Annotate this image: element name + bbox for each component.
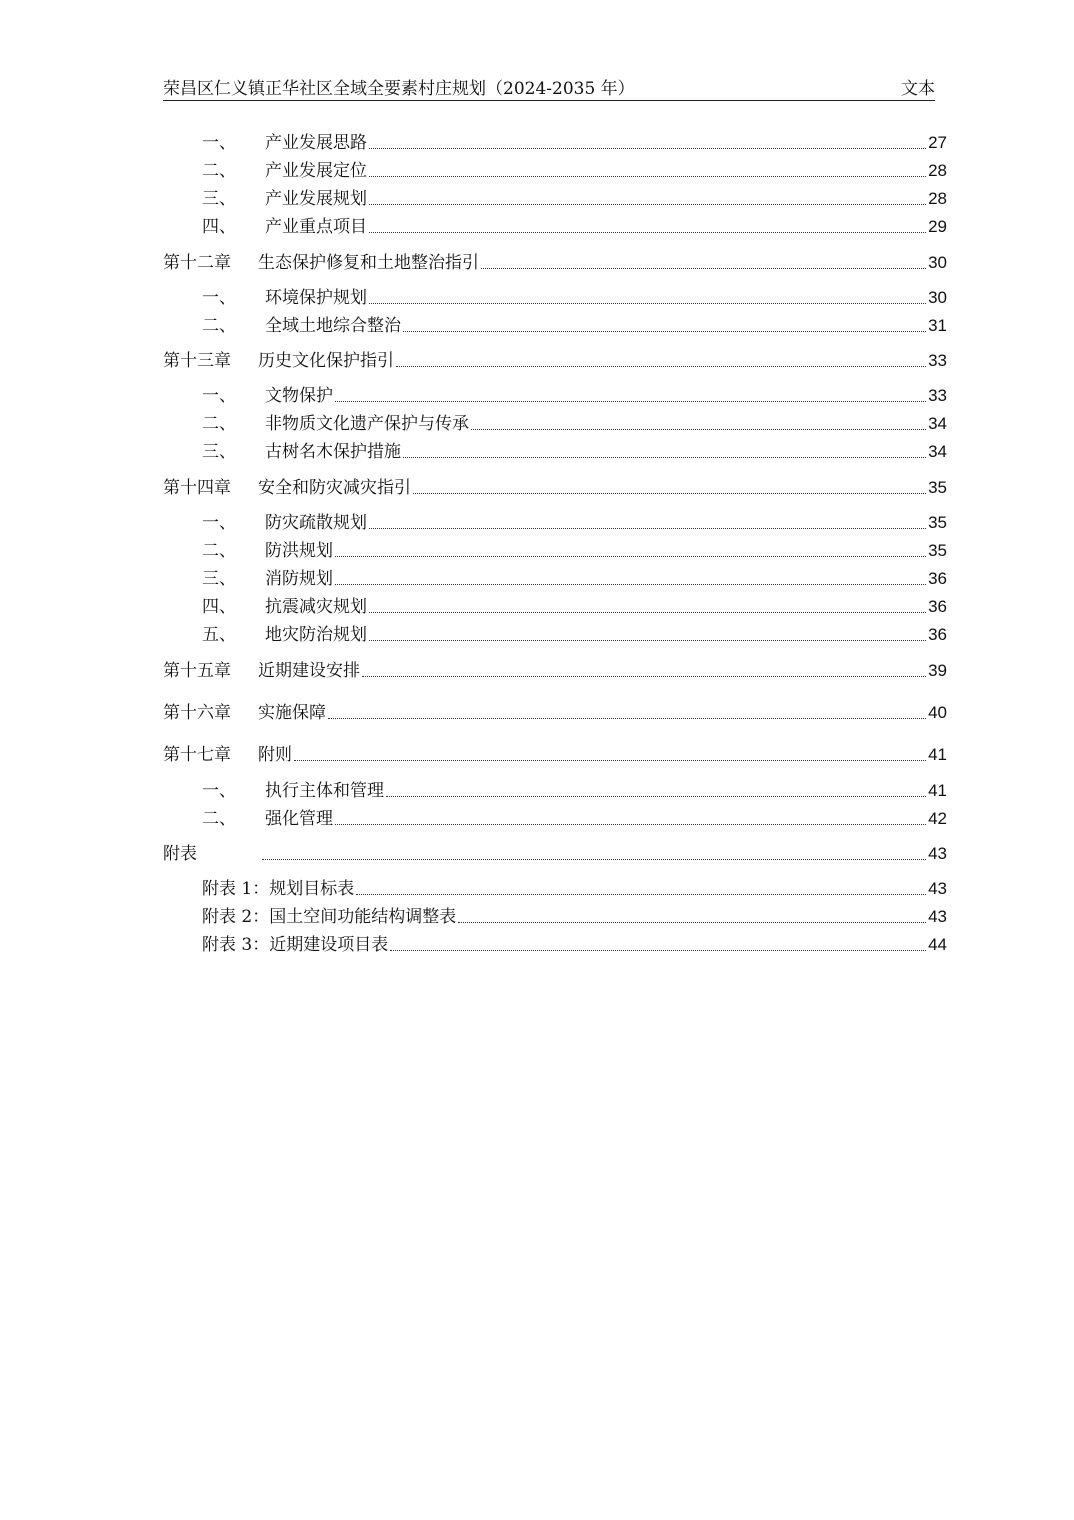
toc-entry-number: 第十七章 xyxy=(163,745,231,765)
toc-leader-dots xyxy=(471,428,926,430)
toc-leader-dots xyxy=(369,203,926,205)
toc-entry-page: 33 xyxy=(928,351,947,370)
toc-entry-page: 40 xyxy=(928,703,947,722)
toc-entry-number: 一、 xyxy=(202,781,236,801)
toc-entry-page: 36 xyxy=(928,597,947,616)
toc-chapter-entry[interactable] xyxy=(163,251,947,275)
page-header xyxy=(163,78,935,101)
toc-leader-dots xyxy=(369,527,926,529)
toc-leader-dots xyxy=(458,921,926,923)
toc-leader-dots xyxy=(386,795,926,797)
toc-entry-title: 全域土地综合整治 xyxy=(265,316,401,336)
toc-entry-number: 第十三章 xyxy=(163,351,231,371)
toc-entry-number: 附表 xyxy=(163,844,197,864)
toc-entry-title: 附表 2：国土空间功能结构调整表 xyxy=(202,907,457,927)
toc-entry-number: 一、 xyxy=(202,133,236,153)
toc-entry[interactable] xyxy=(202,384,947,408)
toc-leader-dots xyxy=(369,147,926,149)
toc-entry-page: 35 xyxy=(928,541,947,560)
toc-entry-number: 第十四章 xyxy=(163,478,231,498)
toc-entry-number: 二、 xyxy=(202,809,236,829)
toc-entry-title: 附则 xyxy=(258,745,292,765)
toc-leader-dots xyxy=(369,231,926,233)
toc-entry[interactable] xyxy=(202,623,947,647)
toc-chapter-entry[interactable] xyxy=(163,659,947,683)
toc-entry-title: 附表 3：近期建设项目表 xyxy=(202,935,389,955)
toc-leader-dots xyxy=(369,302,926,304)
toc-entry-title: 抗震减灾规划 xyxy=(265,597,367,617)
toc-entry[interactable] xyxy=(202,539,947,563)
toc-entry-title: 产业发展定位 xyxy=(265,161,367,181)
toc-entry-title: 地灾防治规划 xyxy=(265,625,367,645)
toc-leader-dots xyxy=(396,365,926,367)
toc-entry-page: 35 xyxy=(928,478,947,497)
toc-entry-title: 古树名木保护措施 xyxy=(265,442,401,462)
toc-entry-title: 附表 1：规划目标表 xyxy=(202,879,355,899)
toc-entry-number: 二、 xyxy=(202,161,236,181)
toc-entry-page: 30 xyxy=(928,288,947,307)
toc-entry-title: 防洪规划 xyxy=(265,541,333,561)
toc-leader-dots xyxy=(335,583,926,585)
toc-leader-dots xyxy=(356,893,926,895)
toc-leader-dots xyxy=(335,823,926,825)
toc-entry-number: 第十二章 xyxy=(163,253,231,273)
toc-entry[interactable] xyxy=(202,159,947,183)
toc-leader-dots xyxy=(362,675,926,677)
toc-entry-title: 防灾疏散规划 xyxy=(265,513,367,533)
toc-entry-number: 二、 xyxy=(202,316,236,336)
toc-leader-dots xyxy=(413,492,926,494)
toc-entry-number: 第十六章 xyxy=(163,703,231,723)
toc-entry[interactable] xyxy=(202,412,947,436)
toc-entry-number: 五、 xyxy=(202,625,236,645)
document-title: 荣昌区仁义镇正华社区全域全要素村庄规划（2024-2035 年） xyxy=(163,79,635,99)
toc-entry[interactable] xyxy=(202,286,947,310)
toc-entry-number: 一、 xyxy=(202,288,236,308)
toc-leader-dots xyxy=(335,555,926,557)
toc-leader-dots xyxy=(403,330,926,332)
toc-entry-page: 36 xyxy=(928,569,947,588)
toc-entry-page: 36 xyxy=(928,625,947,644)
document-type-label: 文本 xyxy=(901,79,935,99)
toc-entry-title: 强化管理 xyxy=(265,809,333,829)
toc-entry[interactable] xyxy=(202,877,947,901)
toc-entry-page: 34 xyxy=(928,414,947,433)
toc-entry[interactable] xyxy=(202,215,947,239)
toc-entry-page: 29 xyxy=(928,217,947,236)
toc-entry-page: 31 xyxy=(928,316,947,335)
toc-entry-number: 二、 xyxy=(202,541,236,561)
toc-leader-dots xyxy=(403,456,926,458)
toc-entry-title: 生态保护修复和土地整治指引 xyxy=(258,253,479,273)
toc-entry-page: 43 xyxy=(928,879,947,898)
toc-entry[interactable] xyxy=(202,187,947,211)
toc-entry[interactable] xyxy=(202,511,947,535)
toc-entry[interactable] xyxy=(202,567,947,591)
toc-entry-title: 文物保护 xyxy=(265,386,333,406)
toc-entry-page: 30 xyxy=(928,253,947,272)
toc-entry-number: 一、 xyxy=(202,513,236,533)
toc-entry[interactable] xyxy=(202,779,947,803)
toc-entry-number: 三、 xyxy=(202,442,236,462)
toc-entry[interactable] xyxy=(202,314,947,338)
toc-leader-dots xyxy=(369,639,926,641)
toc-entry-page: 28 xyxy=(928,189,947,208)
toc-entry[interactable] xyxy=(202,440,947,464)
toc-entry-title: 产业发展思路 xyxy=(265,133,367,153)
toc-entry[interactable] xyxy=(202,933,947,957)
toc-entry-number: 一、 xyxy=(202,386,236,406)
toc-chapter-entry[interactable] xyxy=(163,349,947,373)
toc-entry-number: 二、 xyxy=(202,414,236,434)
toc-leader-dots xyxy=(335,400,926,402)
toc-chapter-entry[interactable] xyxy=(163,743,947,767)
toc-entry-title: 环境保护规划 xyxy=(265,288,367,308)
toc-leader-dots xyxy=(369,175,926,177)
toc-entry-page: 44 xyxy=(928,935,947,954)
toc-entry-page: 43 xyxy=(928,844,947,863)
toc-chapter-entry[interactable] xyxy=(163,476,947,500)
toc-leader-dots xyxy=(390,949,926,951)
toc-entry-title: 消防规划 xyxy=(265,569,333,589)
toc-appendix-entry[interactable] xyxy=(163,842,947,866)
toc-entry-title: 非物质文化遗产保护与传承 xyxy=(265,414,469,434)
toc-entry-page: 39 xyxy=(928,661,947,680)
toc-entry-page: 43 xyxy=(928,907,947,926)
toc-entry-number: 第十五章 xyxy=(163,661,231,681)
toc-entry-page: 27 xyxy=(928,133,947,152)
toc-entry-title: 实施保障 xyxy=(258,703,326,723)
toc-entry-title: 历史文化保护指引 xyxy=(258,351,394,371)
toc-entry-title: 安全和防灾减灾指引 xyxy=(258,478,411,498)
toc-entry-title: 产业发展规划 xyxy=(265,189,367,209)
toc-entry[interactable] xyxy=(202,905,947,929)
toc-leader-dots xyxy=(294,759,926,761)
toc-entry-title: 产业重点项目 xyxy=(265,217,367,237)
toc-entry-title: 近期建设安排 xyxy=(258,661,360,681)
toc-entry-page: 34 xyxy=(928,442,947,461)
toc-entry-number: 三、 xyxy=(202,569,236,589)
toc-entry-number: 三、 xyxy=(202,189,236,209)
toc-leader-dots xyxy=(262,858,926,860)
toc-entry-page: 42 xyxy=(928,809,947,828)
toc-entry[interactable] xyxy=(202,131,947,155)
toc-chapter-entry[interactable] xyxy=(163,701,947,725)
toc-leader-dots xyxy=(328,717,926,719)
toc-entry-page: 41 xyxy=(928,745,947,764)
toc-entry-number: 四、 xyxy=(202,217,236,237)
toc-entry-number: 四、 xyxy=(202,597,236,617)
toc-entry-page: 41 xyxy=(928,781,947,800)
toc-leader-dots xyxy=(369,611,926,613)
toc-entry[interactable] xyxy=(202,807,947,831)
toc-entry-title: 执行主体和管理 xyxy=(265,781,384,801)
toc-entry[interactable] xyxy=(202,595,947,619)
toc-entry-page: 35 xyxy=(928,513,947,532)
toc-entry-page: 33 xyxy=(928,386,947,405)
toc-leader-dots xyxy=(481,267,926,269)
toc-entry-page: 28 xyxy=(928,161,947,180)
